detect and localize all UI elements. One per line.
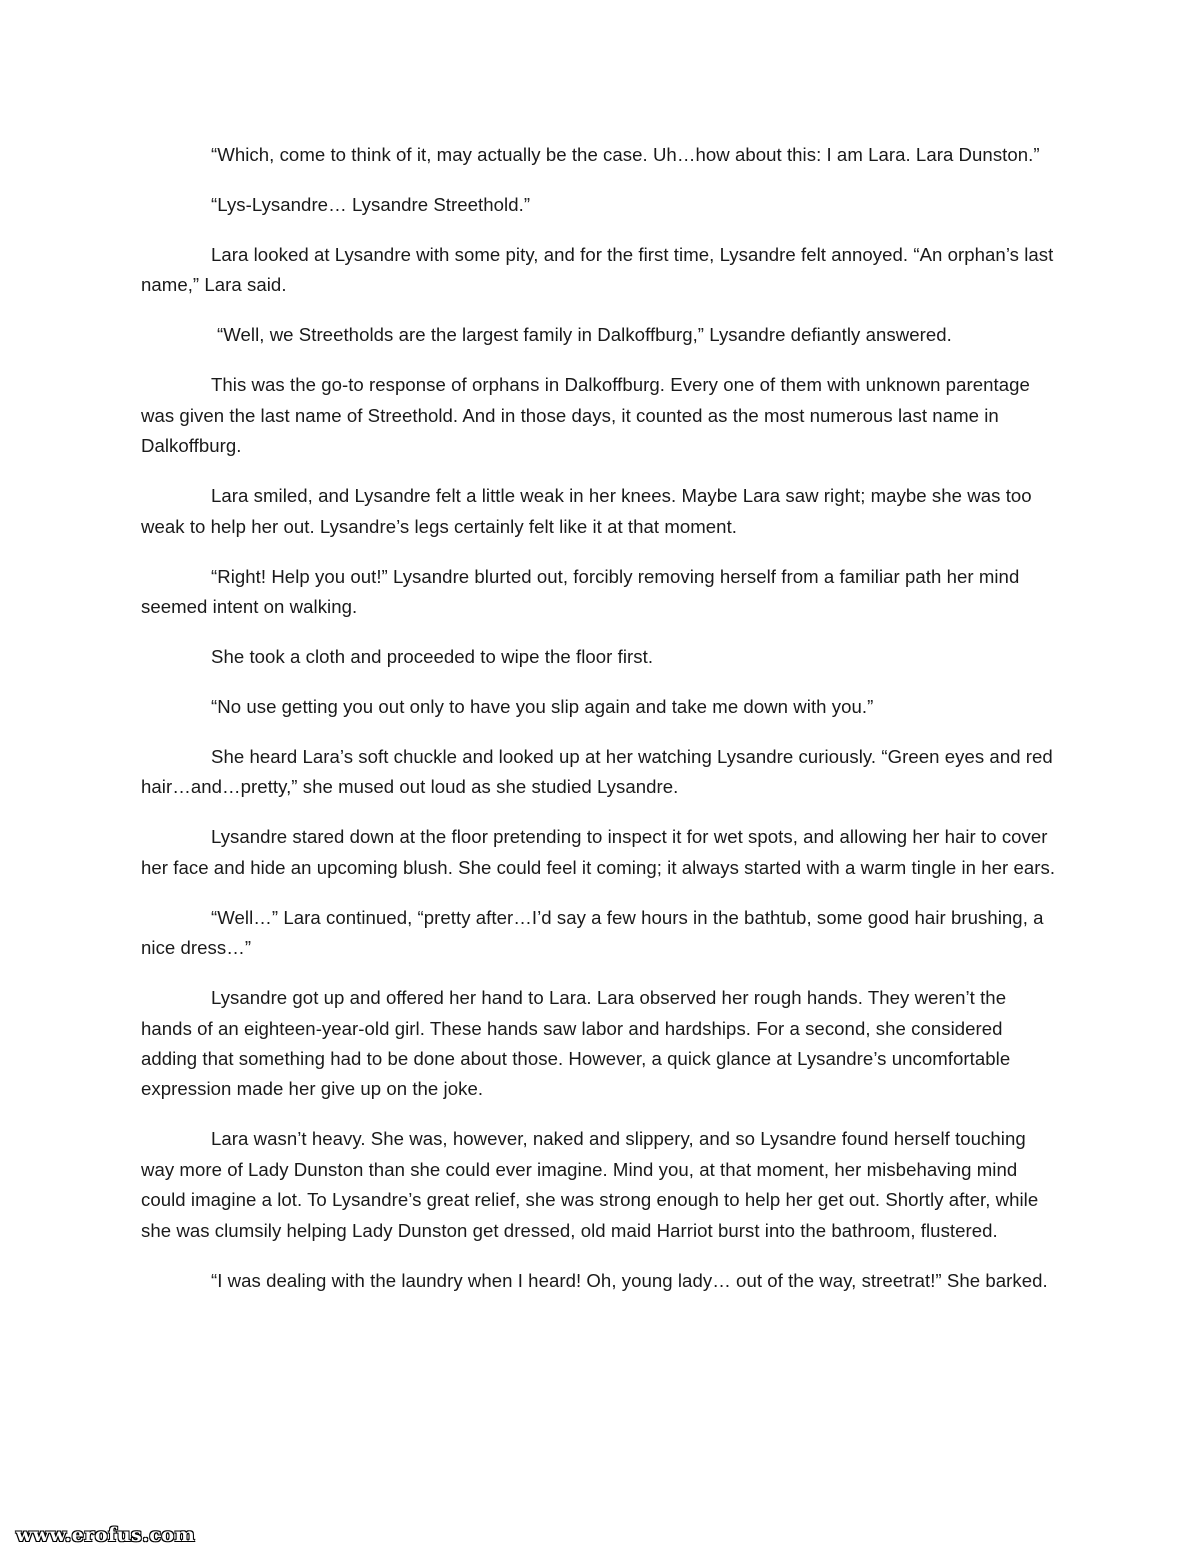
- paragraph-15: “I was dealing with the laundry when I heard! Oh, young lady… out of the way, streetrat!” She barked.: [211, 1269, 1048, 1291]
- paragraph-12: “Well…” Lara continued, “pretty after…I’d say a few hours in the bathtub, some good hair brushing, a nice dress…”: [141, 906, 1044, 959]
- paragraph-6: Lara smiled, and Lysandre felt a little weak in her knees. Maybe Lara saw right; maybe she was too weak to help her out. Lysandre’s legs certainly felt like it at that moment.: [141, 485, 1032, 537]
- paragraph-2: “Lys-Lysandre… Lysandre Streethold.”: [211, 194, 531, 215]
- paragraph-10: She heard Lara’s soft chuckle and looked up at her watching Lysandre curiously. “Green eyes and red hair…and…pretty,” she mused out loud as she studied Lysandre.: [141, 746, 1053, 798]
- document-page: [141, 140, 1061, 1316]
- paragraph-7: “Right! Help you out!” Lysandre blurted out, forcibly removing herself from a familiar path her mind seemed intent on walking.: [141, 565, 1020, 618]
- paragraph-5: This was the go-to response of orphans in Dalkoffburg. Every one of them with unknown parentage was given the last name of Streethold. And in those days, it counted as the most numerous last name in Dalkoffburg.: [141, 374, 1030, 457]
- paragraph-4: “Well, we Streetholds are the largest family in Dalkoffburg,” Lysandre defiantly answered.: [217, 324, 952, 346]
- paragraph-9: “No use getting you out only to have you slip again and take me down with you.”: [211, 696, 874, 718]
- paragraph-13: Lysandre got up and offered her hand to Lara. Lara observed her rough hands. They weren’t the hands of an eighteen-year-old girl. These hands saw labor and hardships. For a second, she considered adding that something had to be done about those. However, a quick glance at Lysandre’s uncomfortable expression made her give up on the joke.: [141, 987, 1011, 1100]
- paragraph-1: “Which, come to think of it, may actually be the case. Uh…how about this: I am Lara. Lara Dunston.”: [211, 144, 1040, 165]
- paragraph-11: Lysandre stared down at the floor pretending to inspect it for wet spots, and allowing her hair to cover her face and hide an upcoming blush. She could feel it coming; it always started with a warm tingle in her ears.: [141, 826, 1056, 878]
- paragraph-3: Lara looked at Lysandre with some pity, and for the first time, Lysandre felt annoyed. “An orphan’s last name,” Lara said.: [141, 244, 1054, 296]
- paragraph-14: Lara wasn’t heavy. She was, however, naked and slippery, and so Lysandre found herself touching way more of Lady Dunston than she could ever imagine. Mind you, at that moment, her misbehaving mind could imagine a lot. To Lysandre’s great relief, she was strong enough to help her get out. Shortly after, while she was clumsily helping Lady Dunston get dressed, old maid Harriot burst into the bathroom, flustered.: [141, 1128, 1039, 1241]
- site-watermark: www.erofus.com: [16, 1524, 196, 1546]
- paragraph-8: She took a cloth and proceeded to wipe the floor first.: [211, 646, 654, 668]
